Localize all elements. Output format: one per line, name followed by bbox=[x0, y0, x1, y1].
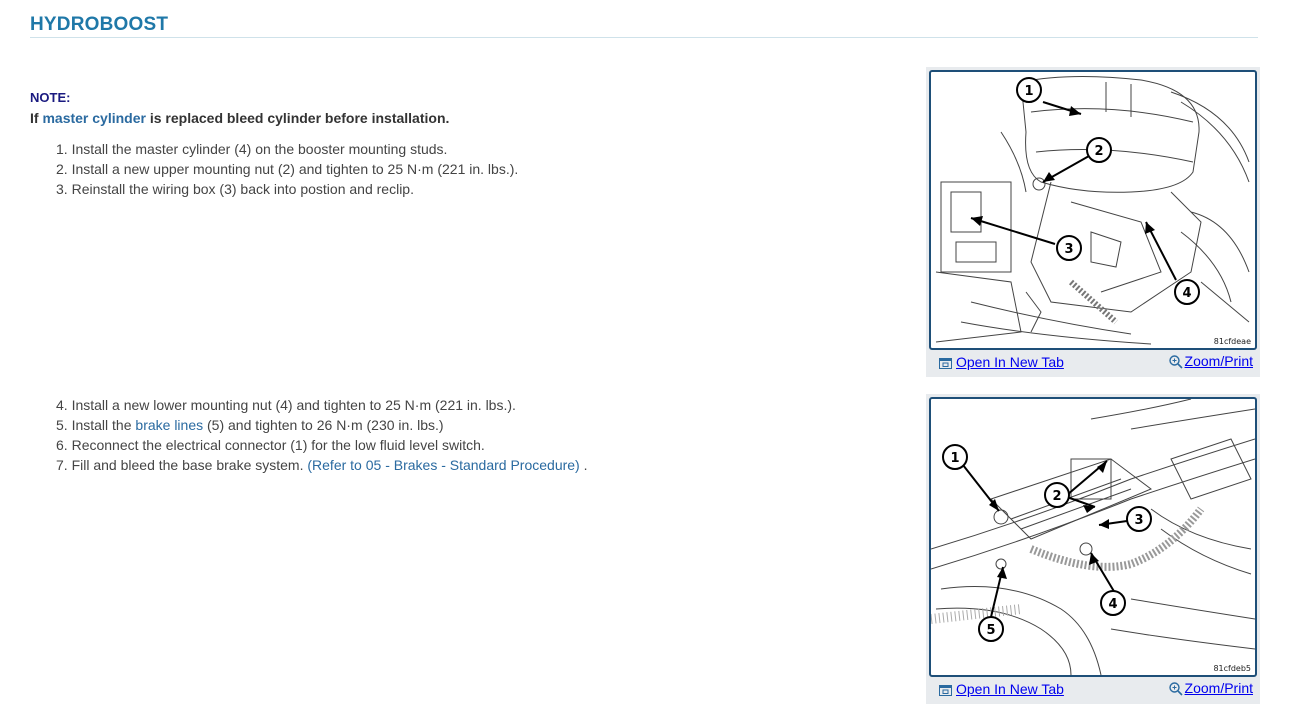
steps-list-a bbox=[56, 139, 518, 199]
step-item: 4. Install a new lower mounting nut (4) and tighten to 25 N·m (221 in. lbs.). bbox=[56, 397, 516, 413]
callout-2: 2 bbox=[1052, 489, 1062, 504]
figure-image-b[interactable] bbox=[929, 397, 1257, 677]
note-text bbox=[30, 110, 449, 126]
step-item: 6. Reconnect the electrical connector (1) for the low fluid level switch. bbox=[56, 437, 485, 453]
master-cylinder-link[interactable]: master cylinder bbox=[42, 110, 146, 126]
step-item: 2. Install a new upper mounting nut (2) and tighten to 25 N·m (221 in. lbs.). bbox=[56, 161, 519, 177]
figure-code: 81cfdeb5 bbox=[1213, 664, 1251, 673]
figure-code: 81cfdeae bbox=[1213, 337, 1251, 346]
figure-master-cylinder-install bbox=[926, 67, 1260, 377]
open-in-new-tab-button[interactable] bbox=[939, 681, 1064, 697]
zoom-print-button[interactable] bbox=[1169, 353, 1253, 369]
magnifier-plus-icon bbox=[1169, 355, 1183, 369]
steps-list-b bbox=[56, 395, 588, 475]
engine-bay-illustration-b bbox=[931, 399, 1255, 675]
callout-3: 3 bbox=[1134, 513, 1144, 528]
step-item: 1. Install the master cylinder (4) on the booster mounting studs. bbox=[56, 141, 448, 157]
step-item: 3. Reinstall the wiring box (3) back into postion and reclip. bbox=[56, 181, 414, 197]
figure-brake-lines-install bbox=[926, 394, 1260, 704]
open-in-new-tab-icon bbox=[939, 685, 952, 696]
step-item: 7. Fill and bleed the base brake system. (Refer to 05 - Brakes - Standard Procedure) . bbox=[56, 457, 588, 473]
figure-image-a[interactable] bbox=[929, 70, 1257, 350]
callout-4: 4 bbox=[1108, 597, 1118, 612]
zoom-label: Zoom/Print bbox=[1184, 353, 1253, 369]
zoom-print-button[interactable] bbox=[1169, 680, 1253, 696]
open-label: Open In New Tab bbox=[956, 354, 1064, 370]
brake-lines-link[interactable]: brake lines bbox=[135, 417, 204, 433]
callout-3: 3 bbox=[1064, 242, 1074, 257]
figure-actions bbox=[929, 677, 1257, 701]
note-prefix: If bbox=[30, 110, 43, 126]
engine-bay-illustration-a bbox=[931, 72, 1255, 348]
callout-1: 1 bbox=[950, 451, 960, 466]
note-label: NOTE: bbox=[30, 90, 71, 105]
callout-1: 1 bbox=[1024, 84, 1034, 99]
callout-5: 5 bbox=[986, 623, 996, 638]
title-divider bbox=[30, 37, 1258, 38]
brakes-standard-procedure-link[interactable]: (Refer to 05 - Brakes - Standard Procedure) bbox=[307, 457, 580, 473]
open-in-new-tab-button[interactable] bbox=[939, 354, 1064, 370]
page-title: HYDROBOOST bbox=[30, 14, 169, 35]
open-in-new-tab-icon bbox=[939, 358, 952, 369]
figure-actions bbox=[929, 350, 1257, 374]
step-item: 5. Install the brake lines (5) and tighten to 26 N·m (230 in. lbs.) bbox=[56, 417, 444, 433]
magnifier-plus-icon bbox=[1169, 682, 1183, 696]
callout-4: 4 bbox=[1182, 286, 1192, 301]
note-suffix: is replaced bleed cylinder before installation. bbox=[145, 110, 450, 126]
zoom-label: Zoom/Print bbox=[1184, 680, 1253, 696]
callout-2: 2 bbox=[1094, 144, 1104, 159]
open-label: Open In New Tab bbox=[956, 681, 1064, 697]
